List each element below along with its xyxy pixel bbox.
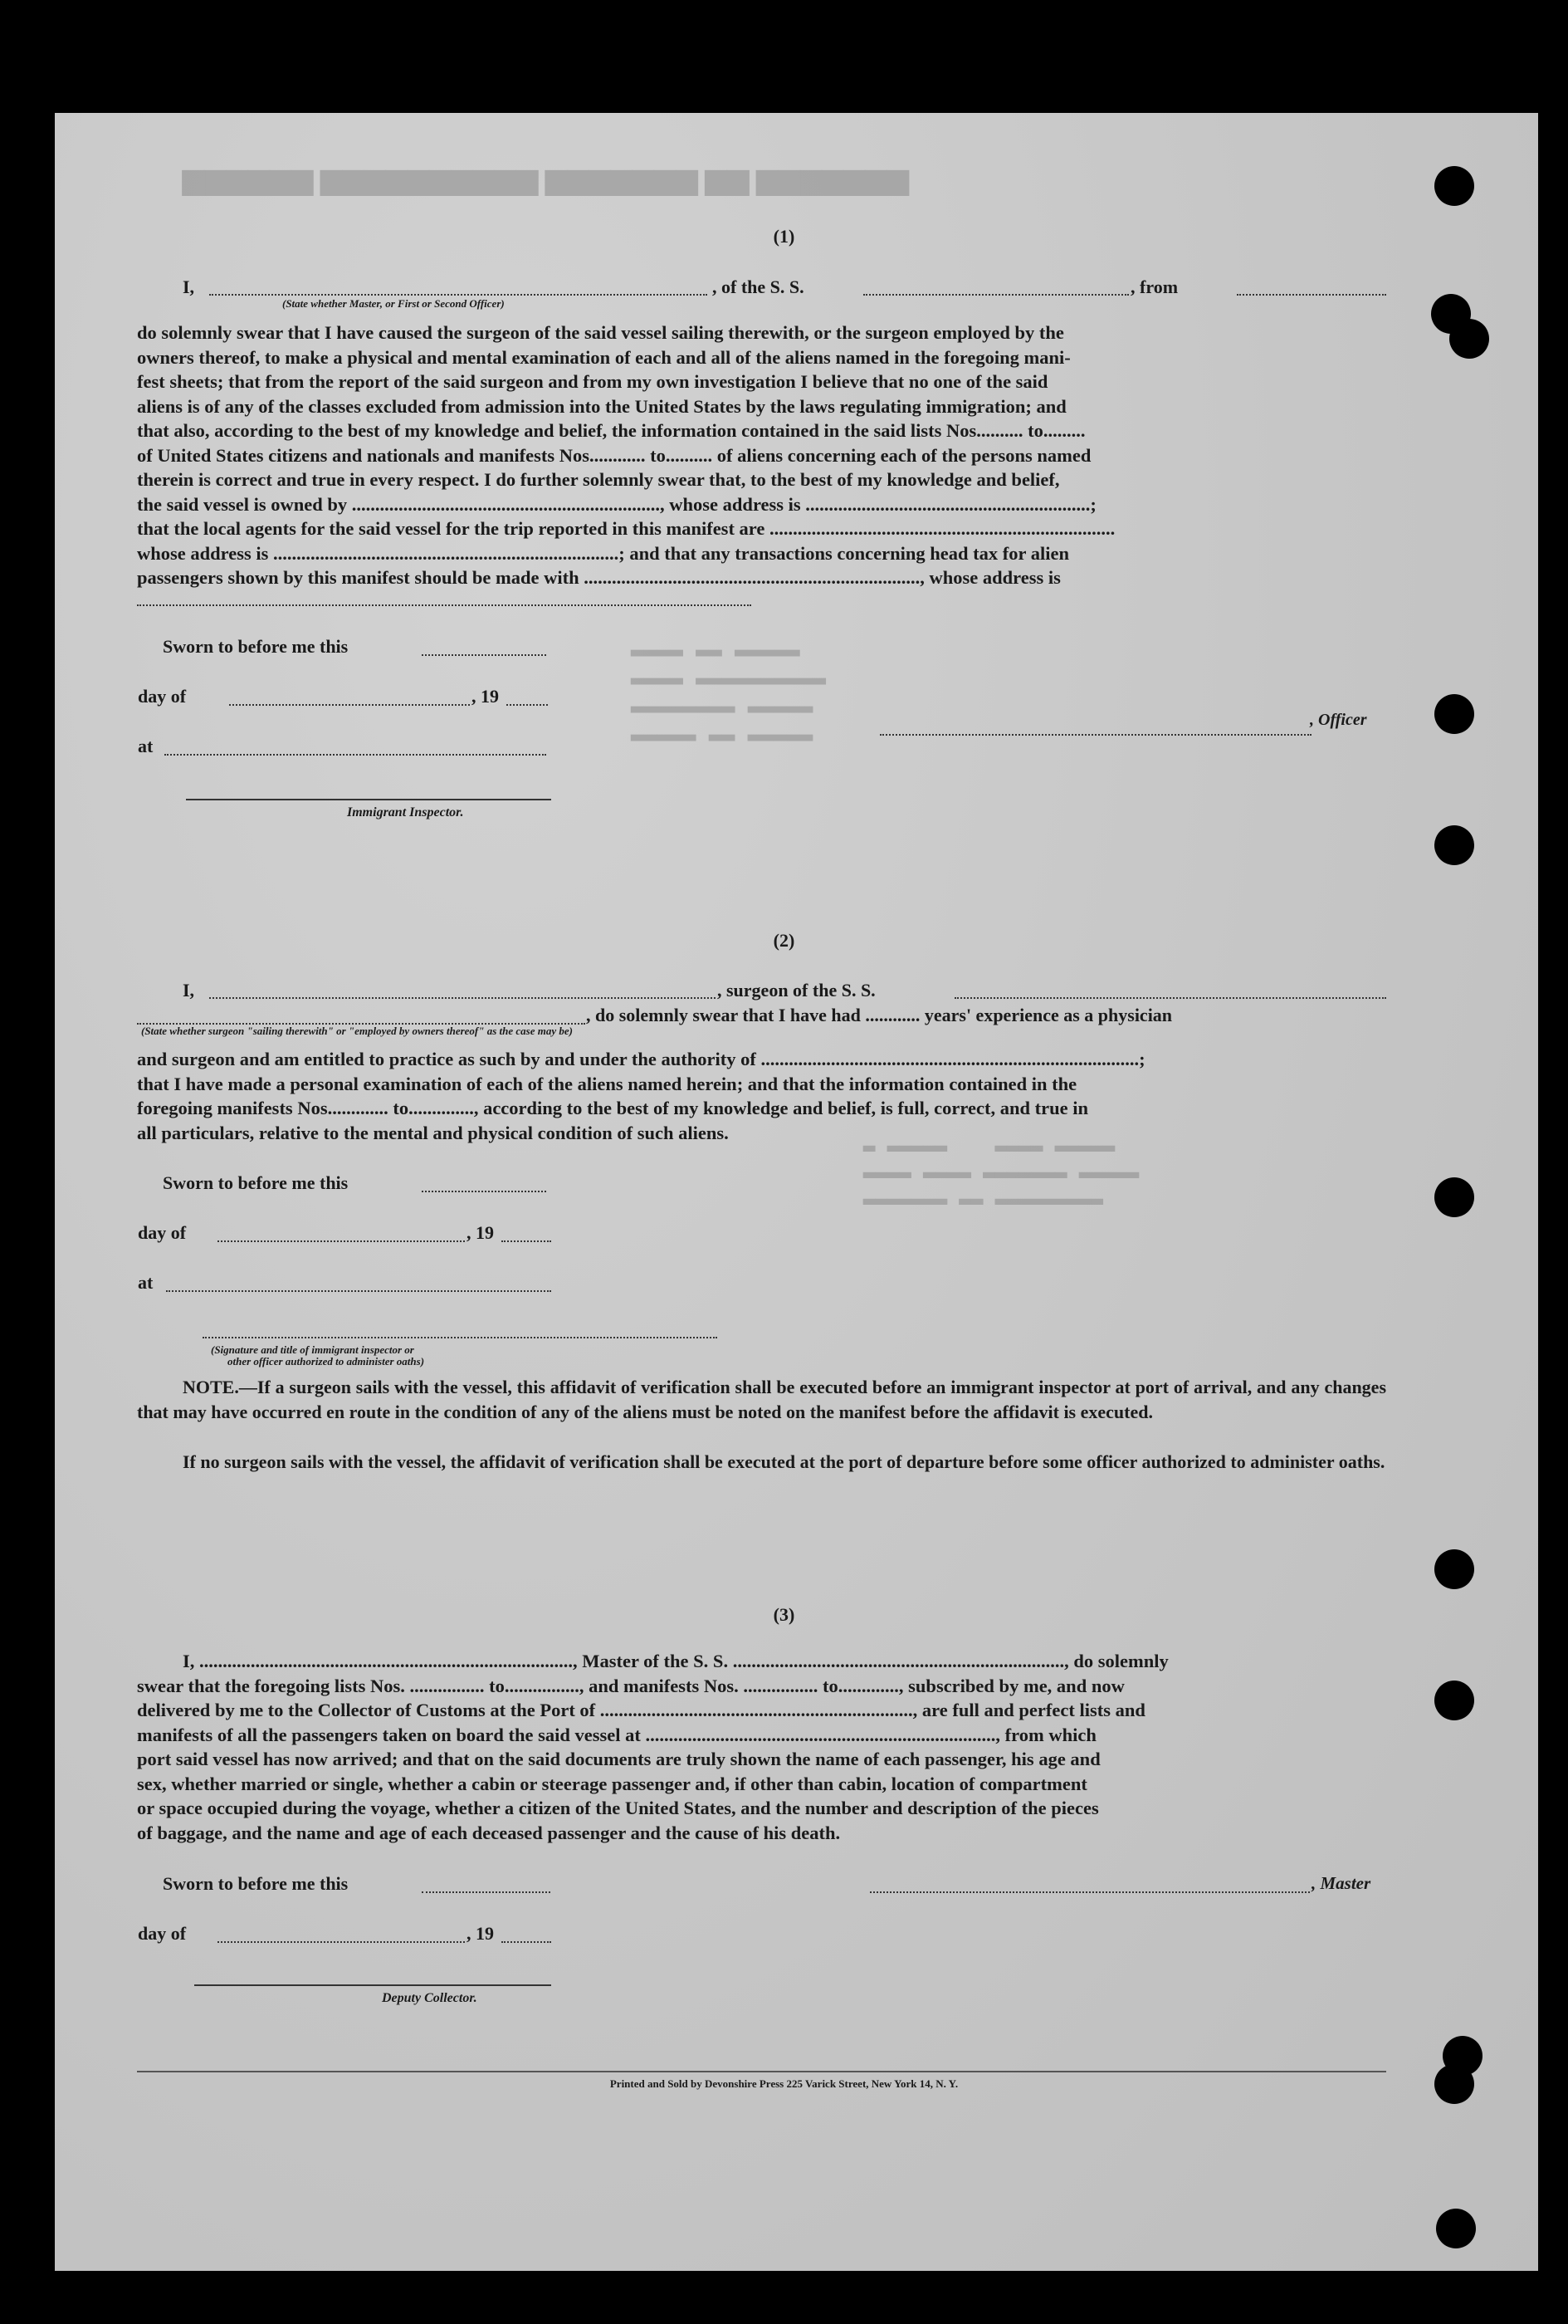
s2-year-label: , 19 <box>466 1222 494 1243</box>
punch-hole-1 <box>1434 166 1474 206</box>
s1-year-label: , 19 <box>471 686 499 707</box>
punch-hole-6 <box>1434 1177 1474 1217</box>
s1-para-line: that the local agents for the said vessel for the trip reported in this manifest are .......................................................................... <box>137 518 1116 539</box>
s2-sworn-label: Sworn to before me this <box>163 1172 349 1193</box>
s2-line1-prefix: I, <box>183 980 195 1001</box>
s2-at-label: at <box>138 1272 154 1293</box>
s3-year-line <box>501 1941 551 1943</box>
s2-signature-caption-2: other officer authorized to administer oaths) <box>227 1355 425 1367</box>
s1-para-line: whose address is ..........................................................................; and that any transactions concerning head tax for alien <box>137 542 1069 564</box>
punch-hole-5 <box>1434 825 1474 865</box>
s2-surgeon-name-line <box>209 997 716 999</box>
s3-collector-label: Deputy Collector. <box>382 1991 477 2005</box>
s1-inspector-line <box>186 799 551 800</box>
s3-master-label: , Master <box>1312 1873 1371 1893</box>
s1-para-line: therein is correct and true in every respect. I do further solemnly swear that, to the best of my knowledge and belief, <box>137 469 1060 490</box>
footer-rule <box>137 2071 1386 2072</box>
bleed-through-header: ▆▆▆▆▆▆▆ ▆▆ ▆▆▆▆▆▆▆ ▆▆▆▆▆▆▆▆▆▆ ▆▆▆▆▆▆ <box>183 164 909 195</box>
s2-line1-ship: , surgeon of the S. S. <box>717 980 876 1001</box>
s1-line1-prefix: I, <box>183 276 195 297</box>
bleed-through-marks: ▂▂▂▂ ▂▂ ▂▂▂▂▂ ▂▂▂▂ ▂▂▂▂▂▂▂▂▂▂ ▂▂▂▂▂▂▂▂ ▂▂▂▂▂ ▂▂▂▂▂ ▂▂ ▂▂▂▂▂ <box>631 633 826 742</box>
s2-para-line: foregoing manifests Nos............. to.............., according to the best of my knowledge and belief, is full, correct, and true in <box>137 1098 1088 1118</box>
s2-day-label: day of <box>138 1222 187 1243</box>
s3-collector-line <box>194 1984 551 1986</box>
s1-year-line <box>506 704 548 706</box>
s1-para-line: passengers shown by this manifest should be made with ........................................................................, whose address is <box>137 567 1061 588</box>
punch-hole-4 <box>1434 694 1474 734</box>
s2-year-line <box>501 1240 551 1242</box>
s1-day-line <box>229 704 470 706</box>
s1-officer-label: , Officer <box>1310 711 1367 729</box>
s1-para-line: do solemnly swear that I have caused the surgeon of the said vessel sailing therewith, or the surgeon employed by the <box>137 322 1064 343</box>
s2-day-line <box>217 1240 465 1242</box>
s3-para-line: or space occupied during the voyage, whether a citizen of the United States, and the number and description of the pieces <box>137 1798 1099 1818</box>
s1-line1-ship: , of the S. S. <box>712 276 804 297</box>
s2-note <box>137 1375 1386 1424</box>
punch-hole-3 <box>1449 319 1489 359</box>
s2-note-text: —If a surgeon sails with the vessel, this affidavit of verification shall be executed before an immigrant inspector at port of arrival, and any changes that may have occurred en route in the condition of any of the aliens must be noted on the manifest before the affidavit is executed. <box>137 1377 1386 1422</box>
s3-para-line: of baggage, and the name and age of each deceased passenger and the cause of his death. <box>137 1822 841 1843</box>
s1-from-line <box>1237 294 1386 296</box>
s1-para-line: owners thereof, to make a physical and mental examination of each and all of the aliens named in the foregoing mani- <box>137 346 1071 368</box>
s2-sworn-line <box>422 1191 546 1192</box>
s2-para-line: that I have made a personal examination of each of the aliens named herein; and that the information contained in the <box>137 1073 1077 1094</box>
s2-para-line: and surgeon and am entitled to practice as such by and under the authority of .................................................................................; <box>137 1049 1145 1069</box>
s3-day-label: day of <box>138 1923 187 1944</box>
s1-para-line: aliens is of any of the classes excluded from admission into the United States by the laws regulating immigration; and <box>137 395 1067 417</box>
s1-officer-name-line <box>209 294 707 296</box>
s1-sworn-label: Sworn to before me this <box>163 636 349 657</box>
s2-note-2 <box>137 1450 1386 1475</box>
s2-note-label: NOTE. <box>183 1377 239 1397</box>
s3-para-line: delivered by me to the Collector of Customs at the Port of ..................................................................., are full and perfect lists and <box>137 1700 1145 1720</box>
s3-day-line <box>217 1941 465 1943</box>
s1-address-continuation-line <box>137 604 751 606</box>
printer-credit: Printed and Sold by Devonshire Press 225 Varick Street, New York 14, N. Y. <box>609 2077 959 2090</box>
punch-hole-7 <box>1434 1549 1474 1589</box>
s3-paragraph <box>137 1649 1386 1845</box>
s3-para-line: sex, whether married or single, whether a cabin or steerage passenger and, if other than cabin, location of compartment <box>137 1773 1087 1794</box>
s3-para-line: manifests of all the passengers taken on board the said vessel at ..........................................................................., from which <box>137 1724 1097 1745</box>
s1-para-line: the said vessel is owned by .................................................................., whose address is .............................................................; <box>137 493 1097 515</box>
s2-signature-caption-1: (Signature and title of immigrant inspector or <box>211 1343 414 1356</box>
s3-para-line: port said vessel has now arrived; and that on the said documents are truly shown the name of each passenger, his age and <box>137 1749 1101 1769</box>
punch-hole-8 <box>1434 1681 1474 1720</box>
s1-line1-from: , from <box>1131 276 1179 297</box>
s1-para-line: fest sheets; that from the report of the said surgeon and from my own investigation I believe that no one of the said <box>137 371 1048 392</box>
s2-signature-line <box>203 1337 717 1338</box>
s2-para-line: all particulars, relative to the mental and physical condition of such aliens. <box>137 1122 729 1143</box>
s1-ship-line <box>863 294 1129 296</box>
s1-at-label: at <box>138 736 154 756</box>
s1-para-line: that also, according to the best of my knowledge and belief, the information contained in the said lists Nos.......... to......... <box>137 420 1086 441</box>
s3-year-label: , 19 <box>466 1923 494 1944</box>
bleed-through-marks-2: ▂ ▂▂▂▂▂ ▂▂▂▂ ▂▂▂▂▂ ▂▂▂▂ ▂▂▂▂ ▂▂▂▂▂▂▂ ▂▂▂▂▂ ▂▂▂▂▂▂▂ ▂▂ ▂▂▂▂▂▂▂▂▂ <box>863 1131 1140 1206</box>
s2-ship-line <box>955 997 1386 999</box>
s1-paragraph <box>137 320 1386 590</box>
s2-paragraph <box>137 1047 1386 1145</box>
s1-caption: (State whether Master, or First or Second Officer) <box>282 297 505 310</box>
s2-caption: (State whether surgeon "sailing therewith" or "employed by owners thereof" as the case may be) <box>141 1025 573 1037</box>
s1-officer-signature-line <box>880 734 1312 736</box>
s3-sworn-line <box>422 1891 550 1893</box>
section-1-heading: (1) <box>773 226 795 247</box>
s1-sworn-line <box>422 654 546 656</box>
s1-at-line <box>164 754 546 756</box>
s3-master-line <box>870 1891 1310 1893</box>
s1-day-label: day of <box>138 686 187 707</box>
s3-para-line: I, ................................................................................, Master of the S. S. ......................................................................., do solemnly <box>183 1651 1169 1671</box>
s2-at-line <box>166 1290 551 1292</box>
s1-inspector-label: Immigrant Inspector. <box>347 805 464 820</box>
section-2-heading: (2) <box>773 930 795 951</box>
punch-hole-11 <box>1436 2209 1476 2248</box>
s2-note2-text: If no surgeon sails with the vessel, the affidavit of verification shall be executed at the port of departure before some officer authorized to administer oaths. <box>183 1451 1385 1472</box>
section-3-heading: (3) <box>773 1604 795 1625</box>
s2-line2: , do solemnly swear that I have had ............ years' experience as a physician <box>586 1005 1173 1025</box>
s3-para-line: swear that the foregoing lists Nos. ................ to................, and manifests Nos. ................ to............., subscribed by me, and now <box>137 1675 1125 1696</box>
s3-sworn-label: Sworn to before me this <box>163 1873 349 1894</box>
s1-para-line: of United States citizens and nationals and manifests Nos............ to.......... of aliens concerning each of the persons named <box>137 444 1092 466</box>
